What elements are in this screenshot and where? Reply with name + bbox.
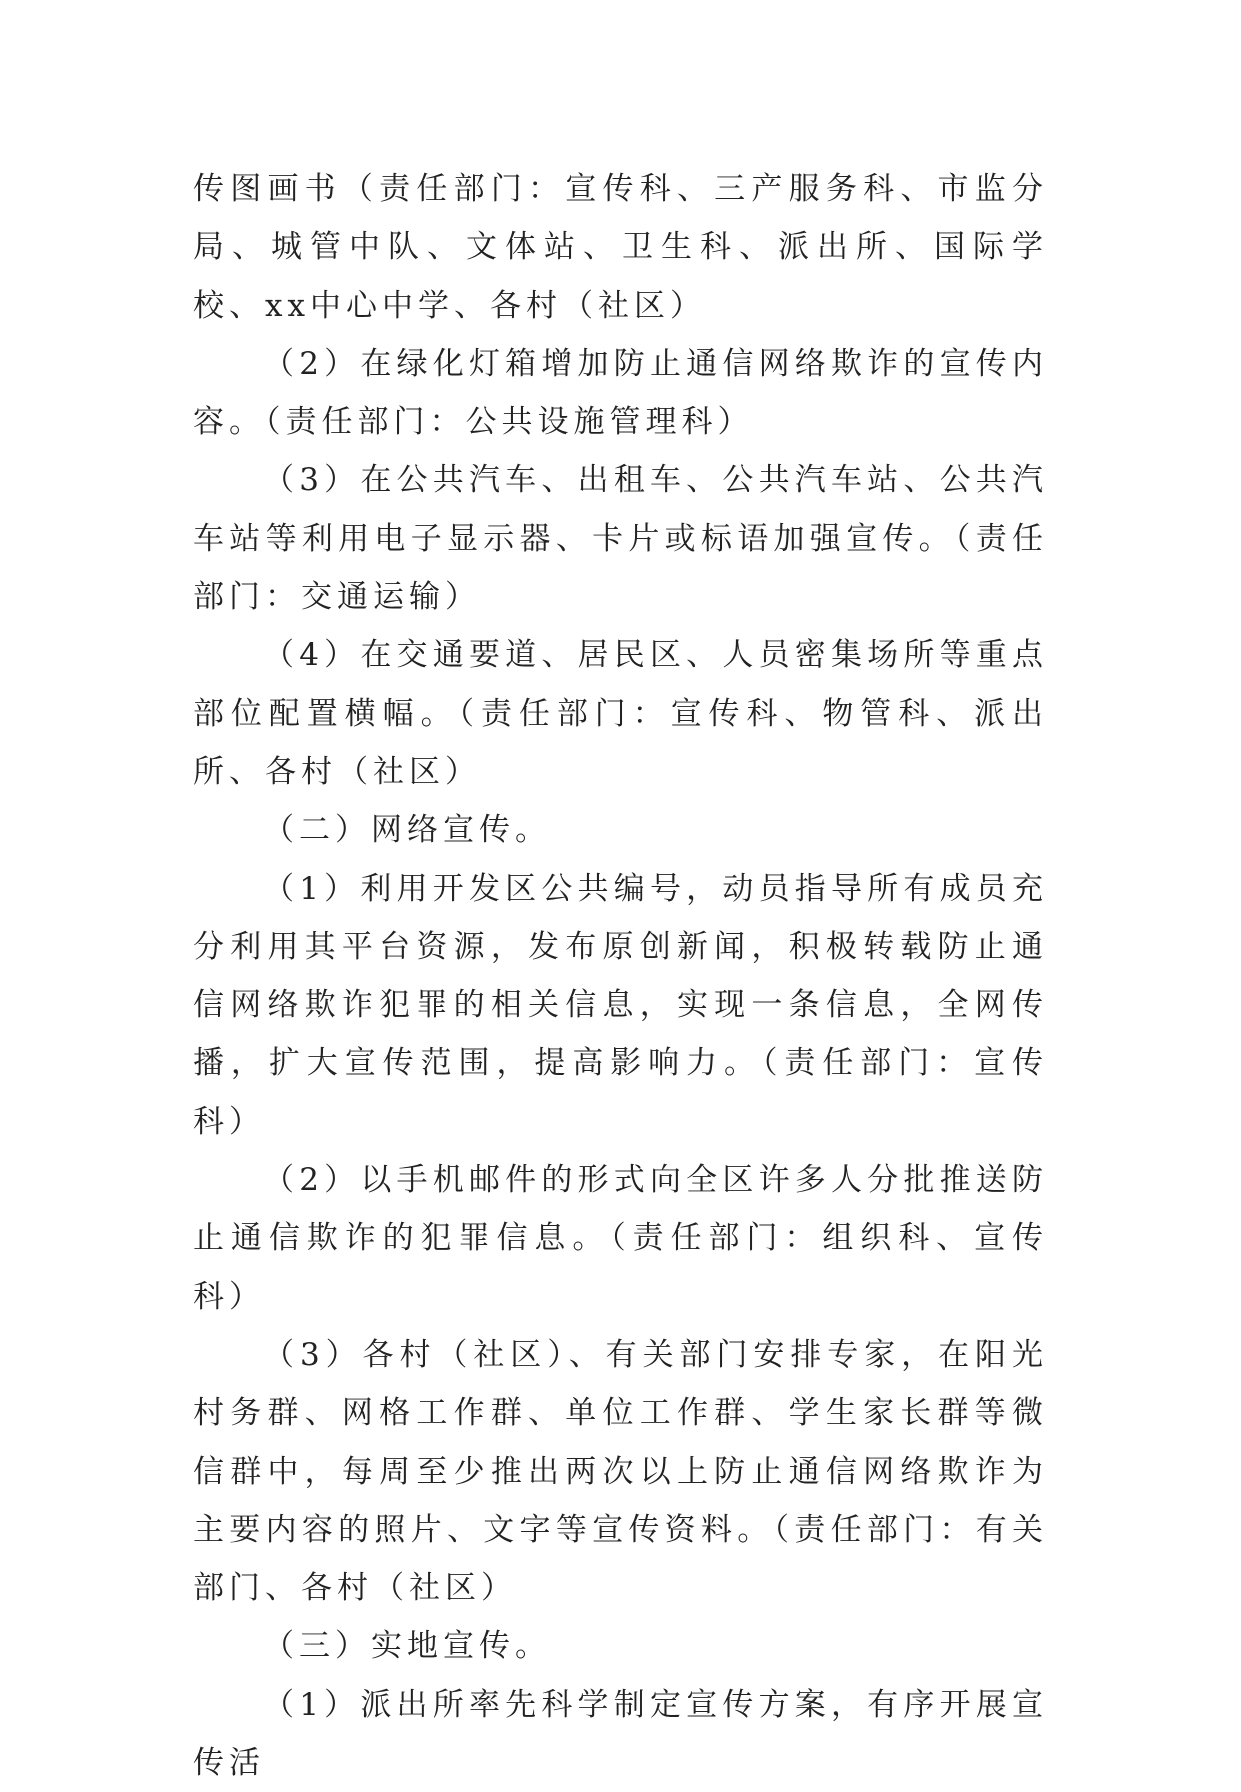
- paragraph-banner-publicity: （4）在交通要道、居民区、人员密集场所等重点部位配置横幅。（责任部门：宣传科、物管科、派出所、各村（社区）: [193, 637, 1048, 790]
- document-body: [193, 160, 1048, 1792]
- paragraph-mobile-messages: （2）以手机邮件的形式向全区许多人分批推送防止通信欺诈的犯罪信息。（责任部门：组织科、宣传科）: [193, 1162, 1048, 1315]
- paragraph-wechat-groups: （3）各村（社区）、有关部门安排专家，在阳光村务群、网格工作群、单位工作群、学生家长群等微信群中，每周至少推出两次以上防止通信网络欺诈为主要内容的照片、文字等宣传资料。（责任部门：有关部门、各村（社区）: [193, 1336, 1048, 1607]
- paragraph-lightbox-publicity: （2）在绿化灯箱增加防止通信网络欺诈的宣传内容。（责任部门：公共设施管理科）: [193, 345, 1048, 441]
- paragraph-public-account: （1）利用开发区公共编号，动员指导所有成员充分利用其平台资源，发布原创新闻，积极转载防止通信网络欺诈犯罪的相关信息，实现一条信息，全网传播，扩大宣传范围，提高影响力。（责任部门：宣传科）: [193, 870, 1048, 1140]
- section-heading-network-publicity: （二）网络宣传。: [263, 812, 551, 849]
- paragraph-police-station-plan: （1）派出所率先科学制定宣传方案，有序开展宣传活: [193, 1686, 1048, 1782]
- section-heading-field-publicity: （三）实地宣传。: [263, 1628, 551, 1665]
- paragraph-transport-publicity: （3）在公共汽车、出租车、公共汽车站、公共汽车站等利用电子显示器、卡片或标语加强宣传。（责任部门：交通运输）: [193, 462, 1048, 616]
- paragraph-continuation: 传图画书（责任部门：宣传科、三产服务科、市监分局、城管中队、文体站、卫生科、派出所、国际学校、xx中心中学、各村（社区）: [193, 171, 1048, 324]
